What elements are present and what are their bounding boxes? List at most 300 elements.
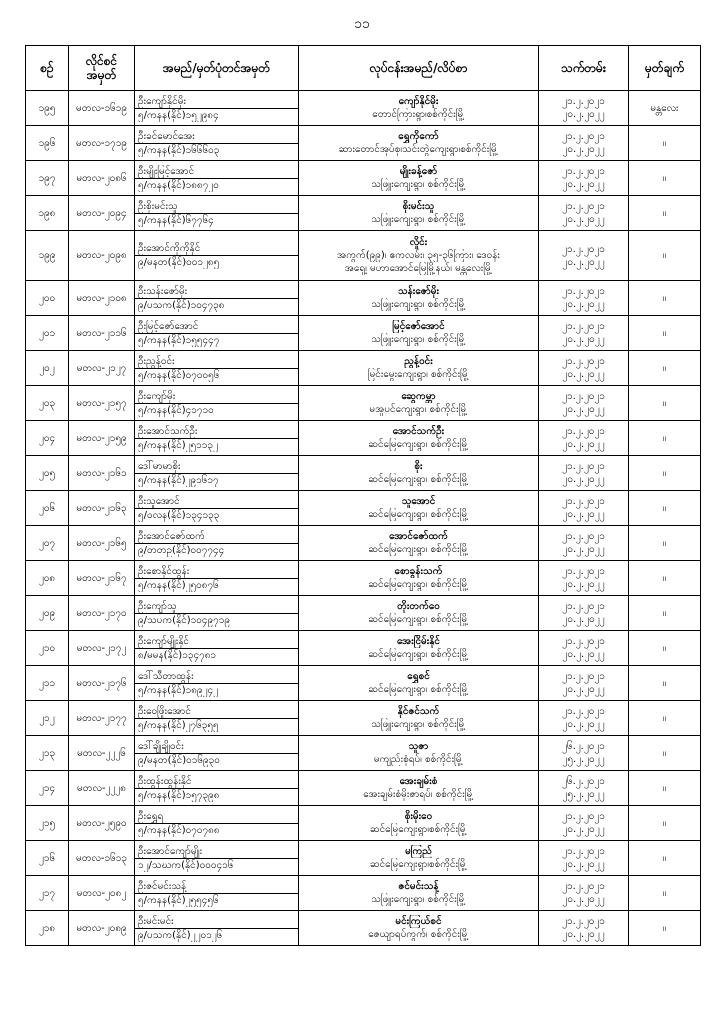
business-cell [299, 386, 539, 421]
date-cell [539, 231, 629, 281]
issue-date: ၂၁.၂.၂၀၂၁ [562, 461, 605, 472]
business-address: ဆင်မြေကျေးရွာ၊ စစ်ကိုင်းမြို့ [368, 579, 469, 590]
row-number: ၁၉၆ [26, 126, 69, 161]
owner-cell [135, 196, 299, 231]
owner-name: ဦးကျော်နိုင်မိုး [135, 95, 298, 109]
business-name: စောခွန်းသက် [394, 566, 443, 577]
date-cell [539, 806, 629, 841]
issue-date: ၂၁.၂.၂၀၂၁ [562, 131, 605, 142]
business-cell [299, 456, 539, 491]
business-name: စိုးမင်းသူ [402, 201, 435, 212]
business-cell [299, 231, 539, 281]
remark: ။ [629, 701, 701, 736]
issue-date: ၂၁.၂.၂၀၂၁ [562, 566, 605, 577]
owner-nrc: ၅/ကနန(နိုင်)၂၅၁၁၃၂ [138, 439, 218, 451]
owner-name: ဒေါ်မာမာစိုး [135, 460, 298, 474]
owner-name: ဦးစိုးမင်းသူ [135, 200, 298, 214]
remark: ။ [629, 561, 701, 596]
issue-date: ၂၁.၂.၂၀၂၁ [562, 243, 605, 255]
remark: ။ [629, 876, 701, 911]
owner-cell [135, 126, 299, 161]
owner-cell [135, 701, 299, 736]
table-row [26, 421, 701, 456]
date-cell [539, 526, 629, 561]
date-cell [539, 771, 629, 806]
business-name: သူဇာ [408, 741, 429, 752]
owner-cell [135, 771, 299, 806]
issue-date: ၂၁.၂.၂၀၂၁ [562, 601, 605, 612]
owner-name: ဦးခင်မောင်အေး [135, 130, 298, 144]
remark: ။ [629, 126, 701, 161]
owner-cell [135, 281, 299, 316]
remark: ။ [629, 456, 701, 491]
business-name: အေးငြိမ်းနိုင် [397, 636, 440, 647]
owner-name: ဦးသန်းဇော်မိုး [135, 285, 298, 299]
remark: ။ [629, 491, 701, 526]
owner-name: ဦးကျော်မျိုးနိုင် [135, 635, 298, 649]
expiry-date: ၂၀.၂.၂၀၂၂ [562, 859, 605, 870]
business-address: သဖြူးကျေးရွာ၊ စစ်ကိုင်းမြို့ [371, 894, 466, 905]
business-address: အေးချမ်းစံမိုးဇာရပ်၊ စစ်ကိုင်းမြို့ [363, 789, 474, 800]
license-number: မတလ-၂၁၅၇ [69, 386, 135, 421]
remark: ။ [629, 631, 701, 666]
expiry-date: ၂၀.၂.၂၀၂၂ [562, 404, 605, 415]
row-number: ၂၀၄ [26, 421, 69, 456]
business-address-line2: အရှေ့၊ မဟာအောင်မြေမြို့နယ်၊ မန္တလေးမြို့ [344, 263, 493, 274]
business-name: အေးချမ်းစံ [399, 776, 438, 787]
table-row [26, 526, 701, 561]
expiry-date: ၂၀.၂.၂၀၂၂ [562, 719, 605, 730]
business-cell [299, 666, 539, 701]
issue-date: ၂၁.၂.၂၀၂၁ [562, 706, 605, 717]
row-number: ၂၀၈ [26, 561, 69, 596]
business-name: သူအောင် [401, 496, 436, 507]
business-cell [299, 771, 539, 806]
business-address: ဆားတောင်အုပ်စု၊သင်းတွဲကျေးရွာ၊စစ်ကိုင်းမြို့ [338, 144, 499, 155]
row-number: ၁၉၇ [26, 161, 69, 196]
date-cell [539, 736, 629, 771]
business-name: တိုးတက်ဝေ [397, 601, 440, 612]
license-number: မတလ-၂၂၂၆ [69, 736, 135, 771]
table-row [26, 316, 701, 351]
table-row [26, 701, 701, 736]
license-number: မတလ-၂၀၈၆ [69, 161, 135, 196]
date-cell [539, 91, 629, 126]
business-address: သဖြူးကျေးရွာ၊ စစ်ကိုင်းမြို့ [371, 299, 466, 310]
owner-nrc: ၅/ကနန(နိုင်)၂၅၀၈၇၆ [138, 579, 219, 591]
business-name: ရွှေစင် [407, 671, 430, 682]
business-name: ရွှေကိုကော် [398, 131, 439, 142]
owner-nrc: ၅/ကနန(နိုင်)၂၉၁၆၁၇ [138, 474, 219, 486]
row-number: ၂၁၂ [26, 701, 69, 736]
business-name: စိုးမိုးဝေ [404, 811, 433, 822]
business-address: သဖြူးကျေးရွာ၊ စစ်ကိုင်းမြို့ [371, 334, 466, 345]
business-address: မကျည်းစုံရပ်၊ စစ်ကိုင်းမြို့ [373, 754, 464, 765]
table-row [26, 876, 701, 911]
business-cell [299, 196, 539, 231]
owner-nrc: ၅/ဝလန(နိုင်)၁၃၄၁၃၃ [138, 509, 220, 521]
owner-cell [135, 351, 299, 386]
row-number: ၂၀၆ [26, 491, 69, 526]
business-address: မြင်းမွေးကျေးရွာ၊ စစ်ကိုင်းမြို့ [367, 369, 470, 380]
license-number: မတလ-၂၁၀၈ [69, 281, 135, 316]
business-name: မကြည် [405, 846, 432, 857]
date-cell [539, 161, 629, 196]
owner-name: ဦးအောင်ကျော်မျိုး [135, 845, 298, 859]
row-number: ၂၀၂ [26, 351, 69, 386]
owner-name: ဦးဝေဖြိုးအောင် [135, 705, 298, 719]
date-cell [539, 911, 629, 946]
owner-nrc: ၅/ကနန(နိုင်)၀၇၀၇၈၈ [138, 824, 220, 836]
expiry-date: ၂၀.၂.၂၀၂၂ [562, 614, 605, 625]
date-cell [539, 876, 629, 911]
license-number: မတလ-၂၅၉၀ [69, 806, 135, 841]
date-cell [539, 196, 629, 231]
license-number: မတလ-၂၀၈၂ [69, 876, 135, 911]
business-name: မြင့်ဇော်အောင် [392, 321, 445, 332]
owner-nrc: ၉/သပက(နိုင်)၁၀၄၉၇၁၉ [138, 614, 231, 626]
owner-name: ဦးမင်းမင်း [135, 915, 298, 929]
expiry-date: ၂၀.၂.၂၀၂၂ [562, 256, 605, 268]
table-row [26, 351, 701, 386]
business-cell [299, 561, 539, 596]
expiry-date: ၂၀.၂.၂၀၂၂ [562, 894, 605, 905]
expiry-date: ၂၀.၂.၂၀၂၂ [562, 579, 605, 590]
row-number: ၁၉၉ [26, 231, 69, 281]
business-cell [299, 911, 539, 946]
issue-date: ၂၁.၂.၂၀၂၁ [562, 426, 605, 437]
date-cell [539, 666, 629, 701]
expiry-date: ၂၅.၂.၂၀၂၂ [562, 754, 605, 765]
row-number: ၂၀၉ [26, 596, 69, 631]
license-number: မတလ-၂၁၆၇ [69, 561, 135, 596]
table-row [26, 666, 701, 701]
row-number: ၂၁၄ [26, 771, 69, 806]
license-number: မတလ-၂၀၉၄ [69, 196, 135, 231]
date-cell [539, 631, 629, 666]
business-cell [299, 526, 539, 561]
remark: ။ [629, 526, 701, 561]
date-cell [539, 351, 629, 386]
header-license: လိုင်စင် အမှတ် [69, 46, 135, 91]
date-cell [539, 281, 629, 316]
owner-nrc: ၁၂/သဃက(နိုင်)၀၀၀၄၁၆ [138, 859, 234, 871]
row-number: ၂၁၇ [26, 876, 69, 911]
business-cell [299, 736, 539, 771]
remark: ။ [629, 281, 701, 316]
table-body [26, 91, 701, 946]
header-no: စဉ် [26, 46, 69, 91]
business-cell [299, 491, 539, 526]
license-number: မတလ-၂၁၁၆ [69, 316, 135, 351]
owner-nrc: ၅/ကနန(နိုင်)၁၅၇၃၉၈ [138, 789, 220, 801]
owner-name: ဦးအောင်သက်ဦး [135, 425, 298, 439]
table-header-row [26, 46, 701, 91]
owner-cell [135, 526, 299, 561]
remark: ။ [629, 911, 701, 946]
owner-nrc: ၅/ကနန(နိုင်)၆၇၇၆၄ [138, 214, 214, 226]
business-address: သဖြူးကျေးရွာ၊ စစ်ကိုင်းမြို့ [371, 179, 466, 190]
issue-date: ၂၆.၂.၂၀၂၁ [562, 776, 605, 787]
date-cell [539, 456, 629, 491]
license-table [25, 45, 701, 946]
issue-date: ၂၁.၂.၂၀၂၁ [562, 916, 605, 927]
business-address: ဆင်မြေကျေးရွာ၊စစ်ကိုင်းမြို့ [369, 859, 468, 870]
remark: ။ [629, 806, 701, 841]
remark: ။ [629, 161, 701, 196]
license-number: မတလ-၁၇၁၉ [69, 126, 135, 161]
table-row [26, 806, 701, 841]
business-address: သဖြူးကျေးရွာ၊ စစ်ကိုင်းမြို့ [371, 214, 466, 225]
table-row [26, 491, 701, 526]
business-address: ဇေယျာရပ်ကွက်၊ စစ်ကိုင်းမြို့ [368, 929, 469, 940]
owner-nrc: ၅/ကနန(နိုင်)၁၅၅၄၄၇ [138, 334, 220, 346]
business-address: ဆင်မြေကျေးရွာ၊စစ်ကိုင်းမြို့ [369, 824, 468, 835]
business-address: ဆင်မြေကျေးရွာ၊ စစ်ကိုင်းမြို့ [368, 509, 469, 520]
row-number: ၁၉၈ [26, 196, 69, 231]
table-row [26, 91, 701, 126]
owner-name: ဦးညွန့်ဝင်း [135, 355, 298, 369]
table-row [26, 841, 701, 876]
expiry-date: ၂၅.၂.၂၀၂၂ [562, 789, 605, 800]
issue-date: ၂၆.၂.၂၀၂၁ [562, 741, 605, 752]
license-number: မတလ-၁၆၁၉ [69, 91, 135, 126]
expiry-date: ၂၀.၂.၂၀၂၂ [562, 179, 605, 190]
expiry-date: ၂၀.၂.၂၀၂၂ [562, 824, 605, 835]
owner-nrc: ၅/ကနန(နိုင်)၁၈၈၇၂၀ [138, 179, 219, 191]
date-cell [539, 596, 629, 631]
business-cell [299, 421, 539, 456]
remark: ။ [629, 771, 701, 806]
expiry-date: ၂၀.၂.၂၀၂၂ [562, 369, 605, 380]
business-address: ဆင်မြေကျေးရွာ၊ စစ်ကိုင်းမြို့ [368, 439, 469, 450]
row-number: ၂၁၀ [26, 631, 69, 666]
business-cell [299, 841, 539, 876]
row-number: ၁၉၅ [26, 91, 69, 126]
remark: ။ [629, 736, 701, 771]
license-number: မတလ-၂၀၈၉ [69, 911, 135, 946]
owner-cell [135, 876, 299, 911]
business-cell [299, 876, 539, 911]
owner-cell [135, 806, 299, 841]
remark: ။ [629, 196, 701, 231]
business-cell [299, 596, 539, 631]
owner-nrc: ၅/ကနန(နိုင်)၄၁၇၁၀ [138, 404, 214, 416]
row-number: ၂၀၅ [26, 456, 69, 491]
owner-name: ဦးဇင်မင်းသန့် [135, 880, 298, 894]
business-cell [299, 126, 539, 161]
license-number: မတလ-၂၁၇၇ [69, 701, 135, 736]
owner-nrc: ၅/ကနန(နိုင်)၁၅၂၉၈၄ [138, 109, 219, 121]
business-name: အောင်ဇော်ထက် [389, 531, 448, 542]
business-cell [299, 806, 539, 841]
table-row [26, 561, 701, 596]
business-name: မျိုးခန့်ဇော် [399, 166, 438, 177]
date-cell [539, 841, 629, 876]
business-name: စိုး [414, 461, 423, 472]
owner-cell [135, 161, 299, 196]
license-number: မတလ-၂၂၂၈ [69, 771, 135, 806]
owner-cell [135, 491, 299, 526]
row-number: ၂၁၃ [26, 736, 69, 771]
business-address: ဆင်မြေကျေးရွာ၊ စစ်ကိုင်းမြို့ [368, 614, 469, 625]
expiry-date: ၂၀.၂.၂၀၂၂ [562, 509, 605, 520]
row-number: ၂၁၆ [26, 841, 69, 876]
table-row [26, 386, 701, 421]
business-name: ဆွေကမ္ဘာ [401, 391, 436, 402]
owner-name: ဦးကျော်မိုး [135, 390, 298, 404]
owner-nrc: ၉/တတဥ(နိုင်)၀၀၇၇၄၄ [138, 544, 225, 556]
license-number: မတလ-၂၁၇၀ [69, 596, 135, 631]
row-number: ၂၀၃ [26, 386, 69, 421]
business-name: နိုင်ဇင်သက် [397, 706, 440, 717]
remark: ။ [629, 421, 701, 456]
issue-date: ၂၁.၂.၂၀၂၁ [562, 531, 605, 542]
owner-nrc: ၉/မနတ(နိုင်)၀၀၁၂၈၅ [138, 257, 220, 268]
remark: ။ [629, 231, 701, 281]
table-row [26, 631, 701, 666]
owner-cell [135, 316, 299, 351]
owner-cell [135, 421, 299, 456]
owner-nrc: ၉/ပသက(နိုင်)၁၀၄၇၃၈ [138, 299, 225, 311]
expiry-date: ၂၀.၂.၂၀၂၂ [562, 439, 605, 450]
header-business: လုပ်ငန်းအမည်/လိပ်စာ [299, 46, 539, 91]
license-number: မတလ-၂၁၂၇ [69, 351, 135, 386]
page-number: ၁၁ [354, 16, 370, 32]
owner-name: ဦးသူအောင် [135, 495, 298, 509]
issue-date: ၂၁.၂.၂၀၂၁ [562, 636, 605, 647]
remark: ။ [629, 316, 701, 351]
remark: ။ [629, 596, 701, 631]
date-cell [539, 126, 629, 161]
row-number: ၂၁၈ [26, 911, 69, 946]
license-number: မတလ-၂၁၆၁ [69, 456, 135, 491]
table-row [26, 196, 701, 231]
owner-name: ဦးရွှေရ [135, 810, 298, 824]
business-cell [299, 281, 539, 316]
remark: ။ [629, 666, 701, 701]
license-number: မတလ-၂၀၉၈ [69, 231, 135, 281]
issue-date: ၂၁.၂.၂၀၂၁ [562, 811, 605, 822]
owner-cell [135, 631, 299, 666]
owner-nrc: ၅/ကနန(နိုင်)၁၈၉၂၄၂ [138, 684, 219, 696]
remark: ။ [629, 386, 701, 421]
header-remark: မှတ်ချက် [629, 46, 701, 91]
owner-name: ဦးအောင်ဇော်ထက် [135, 530, 298, 544]
issue-date: ၂၁.၂.၂၀၂၁ [562, 321, 605, 332]
expiry-date: ၂၀.၂.၂၀၂၂ [562, 214, 605, 225]
business-address: ဆင်မြေကျေးရွာ၊ စစ်ကိုင်းမြို့ [368, 649, 469, 660]
owner-name: ဦးထွန်းထွန်းနိုင် [135, 775, 298, 789]
business-name: မင်းကြယ်စင် [395, 916, 442, 927]
date-cell [539, 386, 629, 421]
business-address: ဆင်မြေကျေးရွာ၊ စစ်ကိုင်းမြို့ [368, 684, 469, 695]
business-address: တောင်ကြားရွာ၊စစ်ကိုင်းမြို့ [372, 109, 465, 120]
table-row [26, 771, 701, 806]
table-row [26, 736, 701, 771]
expiry-date: ၂၀.၂.၂၀၂၂ [562, 649, 605, 660]
table-row [26, 911, 701, 946]
expiry-date: ၂၀.၂.၂၀၂၂ [562, 929, 605, 940]
business-address: မအူပင်ကျေးရွာ၊ စစ်ကိုင်းမြို့ [369, 404, 468, 415]
owner-cell [135, 91, 299, 126]
owner-cell [135, 841, 299, 876]
date-cell [539, 561, 629, 596]
table-row [26, 161, 701, 196]
remark: မန္တလေး [629, 91, 701, 126]
issue-date: ၂၁.၂.၂၀၂၁ [562, 356, 605, 367]
header-date: သက်တမ်း [539, 46, 629, 91]
business-cell [299, 91, 539, 126]
owner-cell [135, 456, 299, 491]
issue-date: ၂၁.၂.၂၀၂၁ [562, 96, 605, 107]
expiry-date: ၂၀.၂.၂၀၂၂ [562, 684, 605, 695]
business-address: သဖြူးကျေးရွာ၊ စစ်ကိုင်းမြို့ [371, 719, 466, 730]
row-number: ၂၀၀ [26, 281, 69, 316]
license-number: မတလ-၂၁၆၃ [69, 491, 135, 526]
license-number: မတလ-၂၁၇၆ [69, 666, 135, 701]
owner-name: ဒေါ်သီတာထွန်း [135, 670, 298, 684]
business-cell [299, 631, 539, 666]
business-name: လှိုင်း [409, 237, 428, 248]
business-cell [299, 161, 539, 196]
owner-cell [135, 231, 299, 281]
issue-date: ၂၁.၂.၂၀၂၁ [562, 671, 605, 682]
date-cell [539, 701, 629, 736]
owner-cell [135, 561, 299, 596]
owner-name: ဦးကျော်သူ [135, 600, 298, 614]
expiry-date: ၂၀.၂.၂၀၂၂ [562, 544, 605, 555]
owner-cell [135, 911, 299, 946]
expiry-date: ၂၀.၂.၂၀၂၂ [562, 474, 605, 485]
owner-nrc: ၅/ကနန(နိုင်)၂၅၅၄၅၆ [138, 894, 219, 906]
business-name: ညွန့်ဝင်း [404, 356, 433, 367]
owner-name: ဦးမျိုးမြင့်အောင် [135, 165, 298, 179]
business-cell [299, 351, 539, 386]
owner-nrc: ၅/ကနန(နိုင်)၂၇၆၃၅၅ [138, 719, 219, 731]
row-number: ၂၁၅ [26, 806, 69, 841]
business-address: ဆင်မြေကျေးရွာ၊ စစ်ကိုင်းမြို့ [368, 474, 469, 485]
business-address: ဆင်မြေကျေးရွာ၊ စစ်ကိုင်းမြို့ [368, 544, 469, 555]
owner-cell [135, 386, 299, 421]
owner-cell [135, 596, 299, 631]
business-address: အကွက်(၉၉)၊ ဧကလမ်း၊ ၃၅-၃၆ကြား၊ ဒေဝန်း [337, 250, 500, 261]
date-cell [539, 316, 629, 351]
license-number: မတလ-၁၆၁၃ [69, 841, 135, 876]
license-number: မတလ-၂၁၅၉ [69, 421, 135, 456]
business-name: သန်းဇော်မိုး [397, 286, 440, 297]
business-name: ဇင်မင်းသန့် [398, 881, 439, 892]
table-row [26, 596, 701, 631]
owner-name: ဦးစောနိုင်ထွန်း [135, 565, 298, 579]
owner-name: ဦးအောင်ကိုကိုနိုင် [135, 242, 298, 256]
issue-date: ၂၁.၂.၂၀၂၁ [562, 846, 605, 857]
expiry-date: ၂၀.၂.၂၀၂၂ [562, 109, 605, 120]
license-number: မတလ-၂၁၇၂ [69, 631, 135, 666]
row-number: ၂၁၁ [26, 666, 69, 701]
issue-date: ၂၁.၂.၂၀၂၁ [562, 496, 605, 507]
row-number: ၂၀၇ [26, 526, 69, 561]
business-name: ကျော်နိုင်မိုး [398, 96, 439, 107]
owner-name: ဦးမြင့်ဇော်အောင် [135, 320, 298, 334]
business-cell [299, 701, 539, 736]
expiry-date: ၂၀.၂.၂၀၂၂ [562, 144, 605, 155]
table-row [26, 126, 701, 161]
remark: ။ [629, 351, 701, 386]
issue-date: ၂၁.၂.၂၀၂၁ [562, 881, 605, 892]
date-cell [539, 421, 629, 456]
owner-nrc: ၅/ကနန(နိုင်)၀၇၀၀၅၆ [138, 369, 220, 381]
